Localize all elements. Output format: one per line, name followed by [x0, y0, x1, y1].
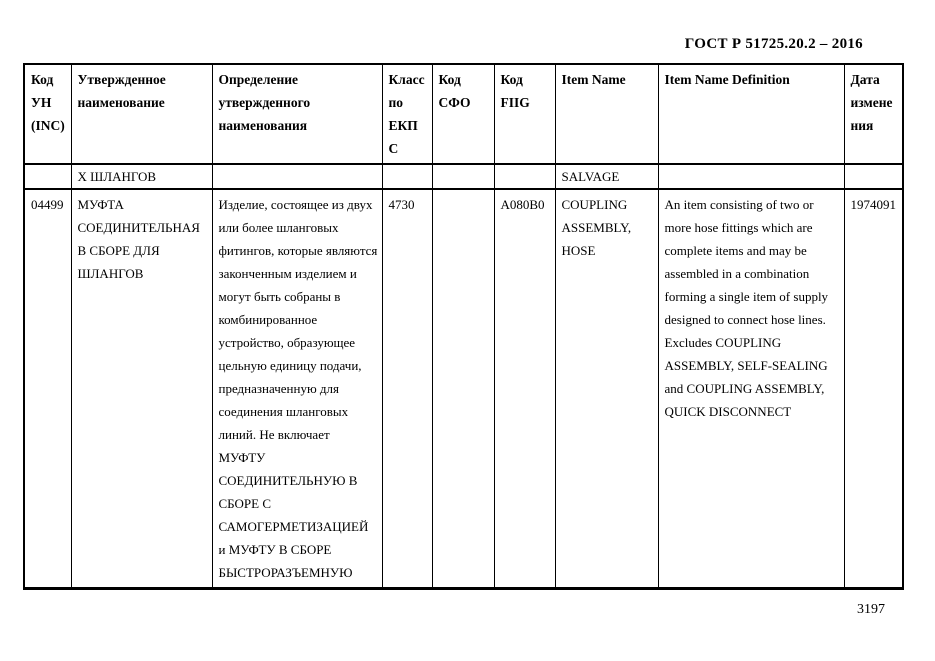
cell-change-date [844, 164, 903, 189]
cell-ekps-class [382, 164, 432, 189]
cell-item-name: SALVAGE [555, 164, 658, 189]
col-header-ekps-class: Класс по ЕКПС [382, 64, 432, 164]
table-header-row [24, 64, 903, 164]
cell-inc-code [24, 164, 71, 189]
page-number: 3197 [857, 602, 885, 617]
cell-sfo-code [432, 189, 494, 589]
table-row [24, 189, 903, 589]
cell-item-name-definition: An item consisting of two or more hose fittings which are complete items and may be assembled in a combination forming a single item of supply designed to connect hose lines. Excludes COUPLING ASSEMBLY, SELF-SEALING and COUPLING ASSEMBLY, QUICK DISCONNECT [658, 189, 844, 589]
col-header-change-date: Дата изменения [844, 64, 903, 164]
cell-item-name: COUPLING ASSEMBLY, HOSE [555, 189, 658, 589]
table-row [24, 164, 903, 189]
col-header-sfo-code: Код СФО [432, 64, 494, 164]
cell-ekps-class: 4730 [382, 189, 432, 589]
col-header-approved-name: Утвержденное наименование [71, 64, 212, 164]
cell-approved-name: Х ШЛАНГОВ [71, 164, 212, 189]
document-title: ГОСТ Р 51725.20.2 – 2016 [684, 36, 863, 52]
cell-item-name-definition [658, 164, 844, 189]
col-header-item-name-definition: Item Name Definition [658, 64, 844, 164]
cell-change-date: 1974091 [844, 189, 903, 589]
cell-approved-name-definition [212, 164, 382, 189]
col-header-approved-name-definition: Определение утвержденного наименования [212, 64, 382, 164]
cell-inc-code: 04499 [24, 189, 71, 589]
cell-approved-name: МУФТА СОЕДИНИТЕЛЬНАЯ В СБОРЕ ДЛЯ ШЛАНГОВ [71, 189, 212, 589]
classification-table [23, 63, 904, 590]
cell-fiig-code: A080B0 [494, 189, 555, 589]
cell-fiig-code [494, 164, 555, 189]
col-header-inc-code: Код УН (INC) [24, 64, 71, 164]
col-header-fiig-code: Код FIIG [494, 64, 555, 164]
cell-approved-name-definition: Изделие, состоящее из двух или более шланговых фитингов, которые являются законченным изделием и могут быть собраны в комбинированное устройство, образующее цельную единицу подачи, предназначенную для соединения шланговых линий. Не включает МУФТУ СОЕДИНИТЕЛЬНУЮ В СБОРЕ С САМОГЕРМЕТИЗАЦИЕЙ и МУФТУ В СБОРЕ БЫСТРОРАЗЪЕМНУЮ [212, 189, 382, 589]
cell-sfo-code [432, 164, 494, 189]
col-header-item-name: Item Name [555, 64, 658, 164]
